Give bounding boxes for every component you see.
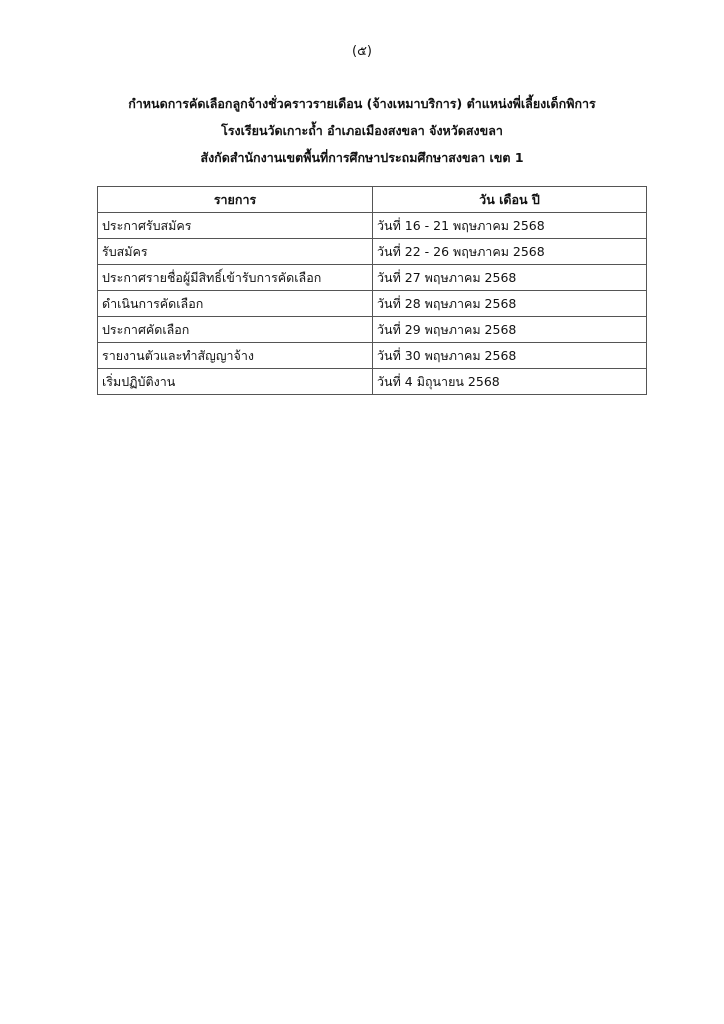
document-heading xyxy=(0,90,724,171)
row-date: วันที่ 28 พฤษภาคม 2568 xyxy=(373,291,647,317)
heading-line-title: กำหนดการคัดเลือกลูกจ้างชั่วคราวรายเดือน (จ้างเหมาบริการ) ตำแหน่งพี่เลี้ยงเด็กพิการ xyxy=(128,96,596,111)
row-item: ประกาศรับสมัคร xyxy=(98,213,373,239)
table-row xyxy=(98,239,647,265)
table-row xyxy=(98,265,647,291)
heading-line-office: สังกัดสำนักงานเขตพื้นที่การศึกษาประถมศึกษาสงขลา เขต 1 xyxy=(200,150,524,165)
page-number: (๕) xyxy=(352,44,372,59)
row-item: รับสมัคร xyxy=(98,239,373,265)
row-date: วันที่ 30 พฤษภาคม 2568 xyxy=(373,343,647,369)
row-date: วันที่ 16 - 21 พฤษภาคม 2568 xyxy=(373,213,647,239)
table-row xyxy=(98,213,647,239)
row-item: ประกาศคัดเลือก xyxy=(98,317,373,343)
schedule-table xyxy=(97,186,647,395)
row-item: รายงานตัวและทำสัญญาจ้าง xyxy=(98,343,373,369)
table-row xyxy=(98,317,647,343)
row-item: ดำเนินการคัดเลือก xyxy=(98,291,373,317)
table-row xyxy=(98,369,647,395)
table-header-row xyxy=(98,187,647,213)
row-date: วันที่ 22 - 26 พฤษภาคม 2568 xyxy=(373,239,647,265)
table-row xyxy=(98,291,647,317)
row-item: ประกาศรายชื่อผู้มีสิทธิ์เข้ารับการคัดเลือก xyxy=(98,265,373,291)
row-date: วันที่ 4 มิถุนายน 2568 xyxy=(373,369,647,395)
column-header-item: รายการ xyxy=(98,187,373,213)
row-item: เริ่มปฏิบัติงาน xyxy=(98,369,373,395)
table-row xyxy=(98,343,647,369)
row-date: วันที่ 29 พฤษภาคม 2568 xyxy=(373,317,647,343)
column-header-date: วัน เดือน ปี xyxy=(373,187,647,213)
heading-line-school: โรงเรียนวัดเกาะถ้ำ อำเภอเมืองสงขลา จังหวัดสงขลา xyxy=(221,123,503,138)
row-date: วันที่ 27 พฤษภาคม 2568 xyxy=(373,265,647,291)
